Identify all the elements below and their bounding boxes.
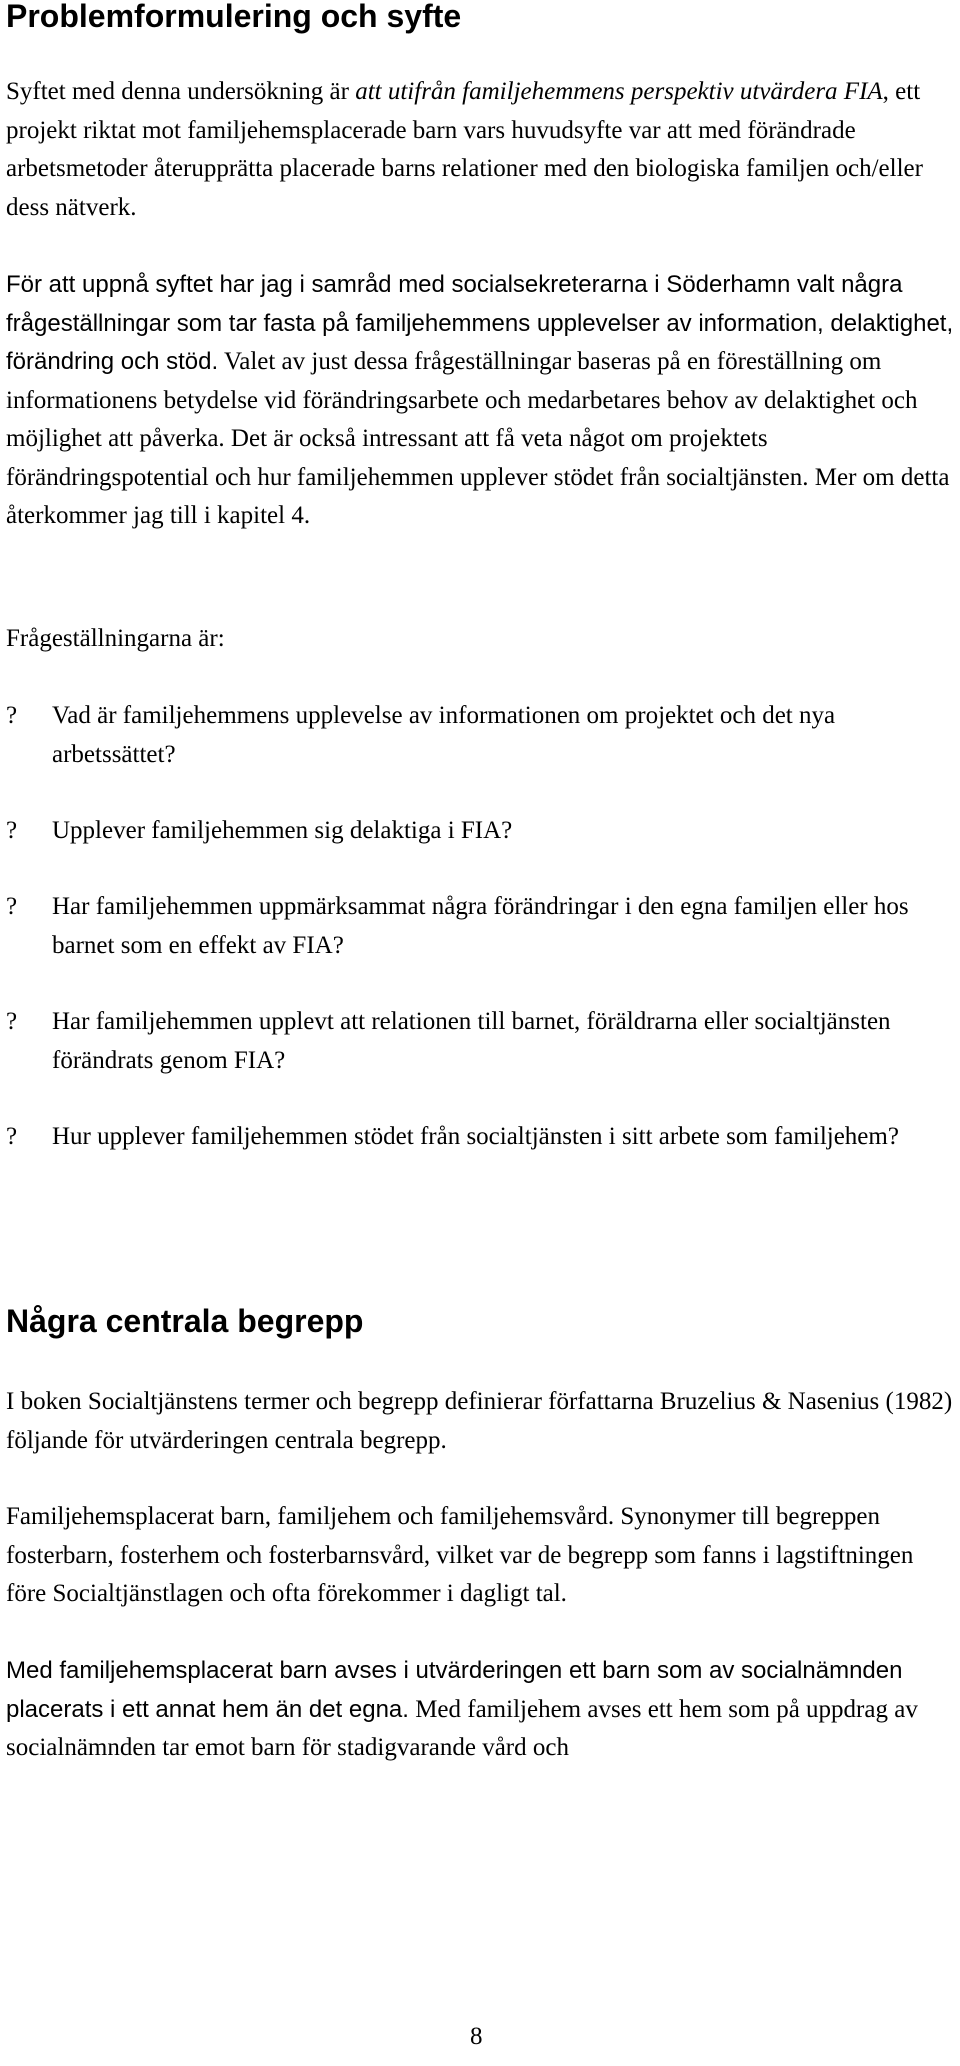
- question-marker: ?: [6, 893, 18, 920]
- question-text: Hur upplever familjehemmen stödet från socialtjänsten i sitt arbete som familjehem?: [52, 1123, 899, 1150]
- purpose-text-italic: att utifrån familjehemmens perspektiv utvärdera FIA: [355, 78, 883, 105]
- background-text-sans: För att uppnå syftet har jag i samråd med socialsekreterarna i Söderhamn valt några frågeställningar som tar fasta på familjehemmens upplevelser av information, delaktighet, förändring och stöd.: [6, 271, 954, 375]
- page-number: 8: [470, 2023, 483, 2050]
- question-marker: ?: [6, 1008, 18, 1035]
- paragraph-concepts-intro: I boken Socialtjänstens termer och begrepp definierar författarna Bruzelius & Nasenius (1982) följande för utvärderingen centrala begrepp.: [6, 1388, 953, 1454]
- section-heading-problem: Problemformulering och syfte: [6, 0, 462, 34]
- question-marker: ?: [6, 817, 18, 844]
- purpose-text-start: Syftet med denna undersökning är: [6, 78, 356, 105]
- question-item: [6, 1003, 956, 1080]
- purpose-text-end: , ett projekt riktat mot familjehemsplacerade barn vars huvudsyfte var att med förändrade arbetsmetoder återupprätta placerade barns relationer med den biologiska familjen och/eller dess nätverk.: [6, 78, 923, 221]
- question-item: [6, 812, 956, 851]
- paragraph-concepts-definition: [6, 1652, 956, 1768]
- question-marker: ?: [6, 1123, 18, 1150]
- question-item: [6, 697, 956, 774]
- definition-text-sans: Med familjehemsplacerat barn avses i utvärderingen ett barn som av socialnämnden placerats i ett annat hem än det egna.: [6, 1657, 903, 1723]
- question-text: Har familjehemmen uppmärksammat några förändringar i den egna familjen eller hos barnet som en effekt av FIA?: [52, 893, 909, 959]
- paragraph-concepts-synonyms: Familjehemsplacerat barn, familjehem och familjehemsvård. Synonymer till begreppen fosterbarn, fosterhem och fosterbarnsvård, vilket var de begrepp som fanns i lagstiftningen före Socialtjänstlagen och ofta förekommer i dagligt tal.: [6, 1503, 914, 1607]
- question-marker: ?: [6, 702, 18, 729]
- background-text-serif: Valet av just dessa frågeställningar baseras på en föreställning om informationens betydelse vid förändringsarbete och medarbetares behov av delaktighet och möjlighet att påverka. Det är också intressant att få veta något om projektets förändringspotential och hur familjehemmen upplever stödet från socialtjänsten. Mer om detta återkommer jag till i kapitel 4.: [6, 348, 950, 529]
- question-text: Har familjehemmen upplevt att relationen till barnet, föräldrarna eller socialtjänsten förändrats genom FIA?: [52, 1008, 891, 1074]
- definition-text-serif: Med familjehem avses ett hem som på uppdrag av socialnämnden tar emot barn för stadigvarande vård och: [6, 1695, 918, 1761]
- question-text: Upplever familjehemmen sig delaktiga i FIA?: [52, 817, 513, 844]
- paragraph-questions-background: [6, 266, 956, 536]
- questions-intro: Frågeställningarna är:: [6, 625, 225, 652]
- paragraph-purpose: [6, 73, 956, 227]
- question-item: [6, 888, 956, 965]
- question-item: [6, 1118, 956, 1157]
- section-heading-concepts: Några centrala begrepp: [6, 1303, 364, 1339]
- question-text: Vad är familjehemmens upplevelse av informationen om projektet och det nya arbetssättet?: [52, 702, 836, 768]
